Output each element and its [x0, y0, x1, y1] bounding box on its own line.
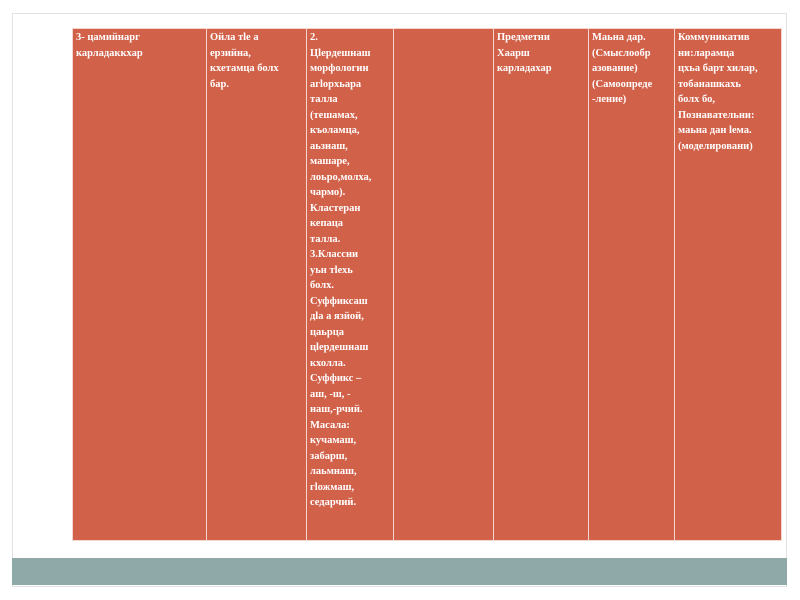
- table-cell-personal-results: Маьна дар. (Смыслообр азование) (Самоопреде -ление): [589, 29, 675, 541]
- table-cell-activity: 2. Цlердешнаш морфологин агlорхьара талла (тешамах, къоламца, аьзнаш, машаре, лоьро,молха, чармо). Кластеран кепаца талла. 3.Классни уьн тlехь болх. Суффиксаш дlа а язйой, цаьрца цlердешнаш кхолла. Суффикс – аш, -ш, - наш,-рчий. Масала: кучамаш, забарш, лаьмнаш, гlожмаш, седарчий.: [307, 29, 394, 541]
- table-row: [73, 29, 782, 541]
- slide-bottom-bar: [12, 558, 787, 585]
- table-cell-empty: [394, 29, 494, 541]
- table-cell-subject-results: Предметни Хаарш карладахар: [494, 29, 589, 541]
- table-cell-stage: 3- цамийнарг карладаккхар: [73, 29, 207, 541]
- table-cell-meta-results: Коммуникатив ни:ларамца цхьа барт хилар, тобанашкахь болх бо, Познавательни: маьна дан lема. (моделировани): [675, 29, 782, 541]
- lesson-table: [72, 28, 782, 541]
- table-cell-goal: Ойла тlе а ерзийна, кхетамца болх бар.: [207, 29, 307, 541]
